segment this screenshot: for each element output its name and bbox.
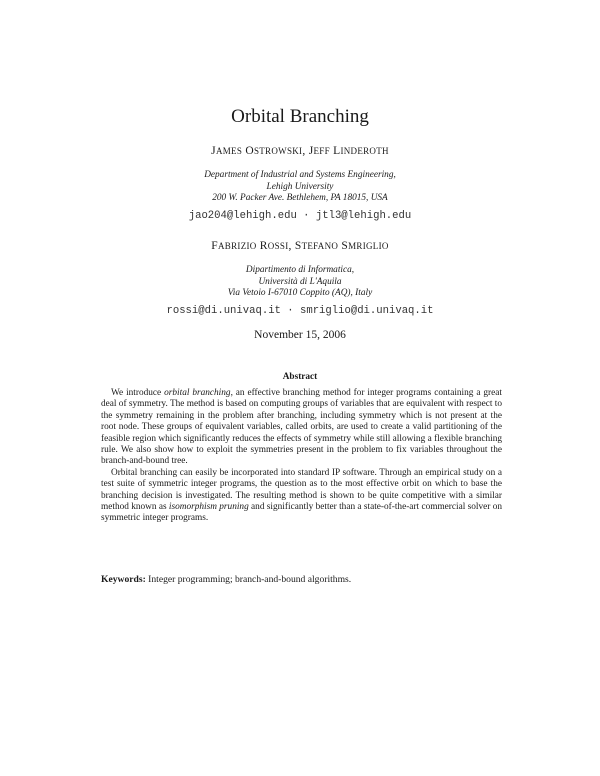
authors-line-2 xyxy=(0,240,600,252)
authors-line-1 xyxy=(0,145,600,157)
abstract-p1-emphasis: orbital branching xyxy=(164,388,231,398)
author-2-last-rest: INDEROTH xyxy=(340,146,389,156)
author-4-last-initial: S xyxy=(341,240,349,252)
author-1-last-initial: O xyxy=(245,145,254,157)
author-1-last-rest: STROWSKI xyxy=(253,146,303,156)
author-3-last-rest: OSSI xyxy=(267,241,289,251)
affiliation-1-line-1: Department of Industrial and Systems Engineering, xyxy=(204,170,396,180)
paper-date: November 15, 2006 xyxy=(254,329,346,341)
abstract-p2-emphasis: isomorphism pruning xyxy=(168,502,249,513)
abstract-p1-post: , an effective branching method for integer programs containing a great deal of symmetry. The method is based on computing groups of variables that are equivalent with respect to the symmetry remaining in the problem after branching, including symmetry which is not present at the root node. These groups of equivalent variables, called orbits, are used to create a valid partitioning of the feasible region which significantly reduces the effects of symmetry while still allowing a flexible branching rule. We also show how to exploit the symmetries present in the problem to fix variables throughout the branch-and-bound tree. xyxy=(101,388,502,467)
affiliation-1 xyxy=(0,170,600,205)
keywords-label: Keywords: xyxy=(101,574,146,585)
affiliation-1-line-2: Lehigh University xyxy=(266,181,334,192)
author-3-first-initial: F xyxy=(211,240,218,252)
author-separator-2: , xyxy=(288,240,295,252)
abstract-p1-pre: We introduce xyxy=(111,388,165,398)
author-1-first-rest: AMES xyxy=(215,146,243,156)
author-3-last-initial: R xyxy=(259,240,268,252)
affiliation-2-line-1: Dipartimento di Informatica, xyxy=(245,265,355,275)
author-3-first-rest: ABRIZIO xyxy=(218,241,257,251)
abstract-paragraph-1 xyxy=(101,388,502,468)
emails-1: jao204@lehigh.edu · jtl3@lehigh.edu xyxy=(188,210,412,222)
author-separator: , xyxy=(302,145,309,157)
abstract-paragraph-2 xyxy=(101,468,502,525)
author-2-last-initial: L xyxy=(333,145,341,157)
abstract-p2-post: and significantly better than a state-of-the-art commercial solver on symmetric integer programs. xyxy=(101,502,502,524)
author-4-first-rest: TEFANO xyxy=(301,241,339,251)
author-1-first-initial: J xyxy=(211,145,216,157)
author-2-first-rest: EFF xyxy=(313,146,330,156)
paper-title: Orbital Branching xyxy=(231,106,369,127)
author-2-first-initial: J xyxy=(308,145,314,157)
keywords-line xyxy=(101,574,351,585)
author-4-first-initial: S xyxy=(294,240,302,252)
abstract-heading: Abstract xyxy=(282,372,318,382)
author-4-last-rest: MRIGLIO xyxy=(348,241,389,251)
affiliation-2-line-2: Università di L'Aquila xyxy=(258,276,342,287)
affiliation-2 xyxy=(0,265,600,300)
abstract-p2-pre: Orbital branching can easily be incorporated into standard IP software. Through an empirical study on a test suite of symmetric integer programs, the question as to the most effective orbit on which to base the branching decision is investigated. The resulting method is shown to be quite competitive with a similar method known as xyxy=(101,467,502,513)
emails-2: rossi@di.univaq.it · smriglio@di.univaq.it xyxy=(166,305,434,317)
abstract-body xyxy=(101,388,502,525)
affiliation-2-line-3: Via Vetoio I-67010 Coppito (AQ), Italy xyxy=(227,288,373,298)
affiliation-1-line-3: 200 W. Packer Ave. Bethlehem, PA 18015, USA xyxy=(212,193,388,203)
keywords-text: Integer programming; branch-and-bound algorithms. xyxy=(145,574,352,585)
